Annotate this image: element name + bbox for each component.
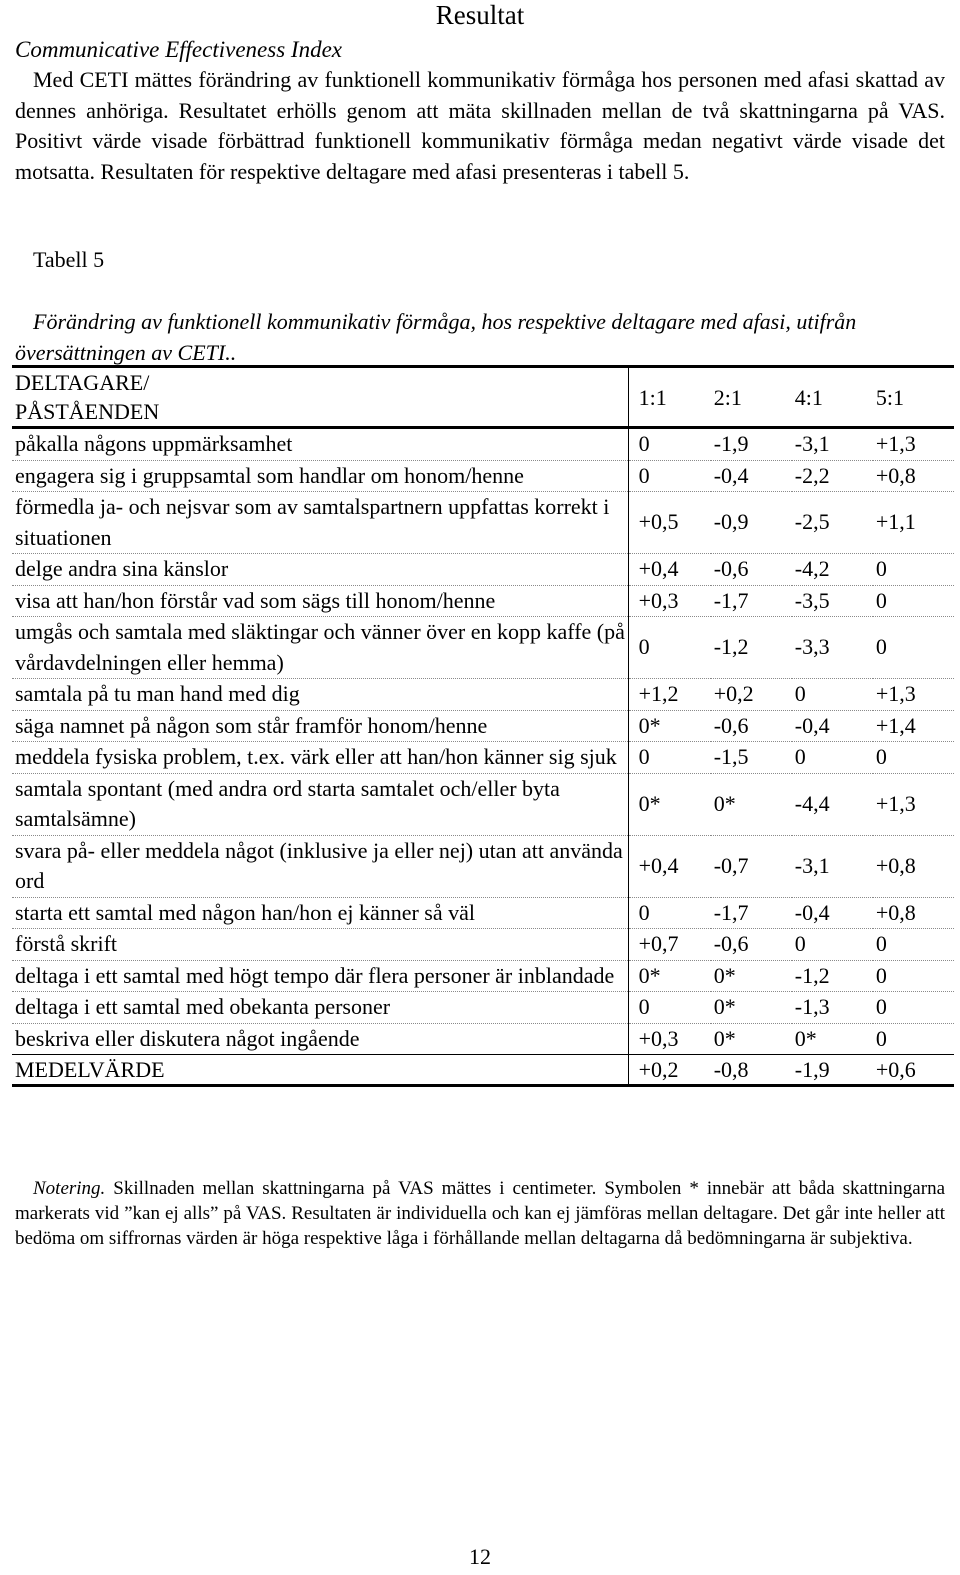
section-heading: Communicative Effectiveness Index <box>15 37 342 62</box>
value-cell: -1,5 <box>711 742 792 774</box>
value-cell: 0 <box>792 929 873 961</box>
table-row <box>12 929 954 961</box>
value-cell: -1,7 <box>711 897 792 929</box>
statement-cell: starta ett samtal med någon han/hon ej känner så väl <box>12 897 628 929</box>
value-cell: +0,8 <box>873 897 954 929</box>
value-cell: 0 <box>873 554 954 586</box>
value-cell: +0,3 <box>628 585 711 617</box>
statement-cell: umgås och samtala med släktingar och vänner över en kopp kaffe (på vårdavdelningen eller hemma) <box>12 617 628 679</box>
results-table <box>12 365 954 1087</box>
table-row <box>12 710 954 742</box>
value-cell: 0 <box>873 617 954 679</box>
value-cell: -0,6 <box>711 710 792 742</box>
statement-cell: delge andra sina känslor <box>12 554 628 586</box>
value-cell: 0* <box>711 773 792 835</box>
value-cell: 0 <box>628 428 711 461</box>
value-cell: +0,8 <box>873 835 954 897</box>
value-cell: 0* <box>711 1023 792 1055</box>
page-number: 12 <box>469 1544 491 1569</box>
value-cell: +1,3 <box>873 679 954 711</box>
table-label: Tabell 5 <box>33 247 105 272</box>
value-cell: +0,3 <box>628 1023 711 1055</box>
statement-cell: meddela fysiska problem, t.ex. värk eller att han/hon känner sig sjuk <box>12 742 628 774</box>
value-cell: 0 <box>873 742 954 774</box>
value-cell: 0* <box>628 773 711 835</box>
table-row <box>12 1023 954 1055</box>
value-cell: -2,2 <box>792 460 873 492</box>
value-cell: +1,1 <box>873 492 954 554</box>
value-cell: -0,6 <box>711 929 792 961</box>
value-cell: -0,6 <box>711 554 792 586</box>
value-cell: -0,9 <box>711 492 792 554</box>
table-row <box>12 897 954 929</box>
intro-paragraph: Med CETI mättes förändring av funktionell kommunikativ förmåga hos personen med afasi skattad av dennes anhöriga. Resultatet erhölls genom att mäta skillnaden mellan de två skattningarna på VAS. Positivt värde visade förbättrad funktionell kommunikativ förmåga medan negativt värde visade det motsatta. Resultaten för respektive deltagare med afasi presenteras i tabell 5. <box>15 67 945 184</box>
column-header: 5:1 <box>873 367 954 428</box>
value-cell: -1,2 <box>711 617 792 679</box>
value-cell: +0,7 <box>628 929 711 961</box>
value-cell: 0 <box>873 929 954 961</box>
value-cell: -1,9 <box>711 428 792 461</box>
value-cell: -0,7 <box>711 835 792 897</box>
statement-cell: visa att han/hon förstår vad som sägs till honom/henne <box>12 585 628 617</box>
statement-cell: deltaga i ett samtal med obekanta personer <box>12 992 628 1024</box>
statement-cell: påkalla någons uppmärksamhet <box>12 428 628 461</box>
header-line-statements: PÅSTÅENDEN <box>15 399 160 424</box>
value-cell: 0 <box>792 679 873 711</box>
value-cell: 0 <box>628 897 711 929</box>
value-cell: 0 <box>628 742 711 774</box>
table-row <box>12 492 954 554</box>
table-row <box>12 617 954 679</box>
value-cell: -3,1 <box>792 428 873 461</box>
column-header: 1:1 <box>628 367 711 428</box>
statement-cell: säga namnet på någon som står framför honom/henne <box>12 710 628 742</box>
value-cell: 0* <box>628 710 711 742</box>
table-row <box>12 428 954 461</box>
table-row <box>12 960 954 992</box>
value-cell: +0,2 <box>711 679 792 711</box>
mean-value: -0,8 <box>711 1055 792 1086</box>
table-body <box>12 428 954 1055</box>
page-title: Resultat <box>435 0 525 30</box>
value-cell: 0* <box>711 992 792 1024</box>
value-cell: +0,8 <box>873 460 954 492</box>
table-row <box>12 773 954 835</box>
value-cell: 0 <box>792 742 873 774</box>
table-header-row <box>12 367 954 428</box>
value-cell: 0 <box>873 1023 954 1055</box>
value-cell: -4,4 <box>792 773 873 835</box>
value-cell: +1,2 <box>628 679 711 711</box>
value-cell: -1,7 <box>711 585 792 617</box>
value-cell: -3,3 <box>792 617 873 679</box>
table-row <box>12 742 954 774</box>
statement-cell: samtala på tu man hand med dig <box>12 679 628 711</box>
value-cell: -0,4 <box>711 460 792 492</box>
mean-value: -1,9 <box>792 1055 873 1086</box>
value-cell: -2,5 <box>792 492 873 554</box>
table-row <box>12 554 954 586</box>
statement-cell: svara på- eller meddela något (inklusive ja eller nej) utan att använda ord <box>12 835 628 897</box>
value-cell: 0* <box>628 960 711 992</box>
note-text: Skillnaden mellan skattningarna på VAS mättes i centimeter. Symbolen * innebär att båda skattningarna markerats vid ”kan ej alls” på VAS. Resultaten är individuella och kan ej jämföras mellan deltagare. Det går inte heller att bedöma om siffrornas värden är höga respektive låga i förhållande mellan deltagarna då bedömningarna är subjektiva. <box>15 1178 945 1249</box>
value-cell: 0 <box>873 585 954 617</box>
statement-cell: engagera sig i gruppsamtal som handlar om honom/henne <box>12 460 628 492</box>
table-note <box>15 1176 945 1251</box>
mean-value: +0,2 <box>628 1055 711 1086</box>
value-cell: -1,3 <box>792 992 873 1024</box>
value-cell: +0,4 <box>628 835 711 897</box>
table-row <box>12 992 954 1024</box>
value-cell: -3,1 <box>792 835 873 897</box>
table-row <box>12 460 954 492</box>
value-cell: -3,5 <box>792 585 873 617</box>
table-caption: Förändring av funktionell kommunikativ förmåga, hos respektive deltagare med afasi, utifrån översättningen av CETI.. <box>15 309 857 365</box>
value-cell: +1,3 <box>873 428 954 461</box>
statement-cell: deltaga i ett samtal med högt tempo där flera personer är inblandade <box>12 960 628 992</box>
mean-label: MEDELVÄRDE <box>12 1055 628 1086</box>
column-header: 4:1 <box>792 367 873 428</box>
value-cell: +1,4 <box>873 710 954 742</box>
value-cell: -0,4 <box>792 897 873 929</box>
value-cell: +1,3 <box>873 773 954 835</box>
value-cell: 0 <box>873 992 954 1024</box>
statement-cell: förmedla ja- och nejsvar som av samtalspartnern uppfattas korrekt i situationen <box>12 492 628 554</box>
table-row <box>12 679 954 711</box>
note-label: Notering. <box>33 1178 106 1199</box>
value-cell: 0* <box>792 1023 873 1055</box>
table-row <box>12 835 954 897</box>
statement-cell: förstå skrift <box>12 929 628 961</box>
column-header: 2:1 <box>711 367 792 428</box>
statement-cell: beskriva eller diskutera något ingående <box>12 1023 628 1055</box>
header-participant-statement <box>12 367 628 428</box>
mean-row <box>12 1055 954 1086</box>
mean-value: +0,6 <box>873 1055 954 1086</box>
value-cell: 0 <box>628 460 711 492</box>
value-cell: 0 <box>628 617 711 679</box>
value-cell: 0 <box>628 992 711 1024</box>
table-row <box>12 585 954 617</box>
value-cell: -1,2 <box>792 960 873 992</box>
value-cell: 0 <box>873 960 954 992</box>
value-cell: +0,5 <box>628 492 711 554</box>
header-line-participants: DELTAGARE/ <box>15 370 150 395</box>
value-cell: 0* <box>711 960 792 992</box>
statement-cell: samtala spontant (med andra ord starta samtalet och/eller byta samtalsämne) <box>12 773 628 835</box>
value-cell: -4,2 <box>792 554 873 586</box>
value-cell: +0,4 <box>628 554 711 586</box>
value-cell: -0,4 <box>792 710 873 742</box>
